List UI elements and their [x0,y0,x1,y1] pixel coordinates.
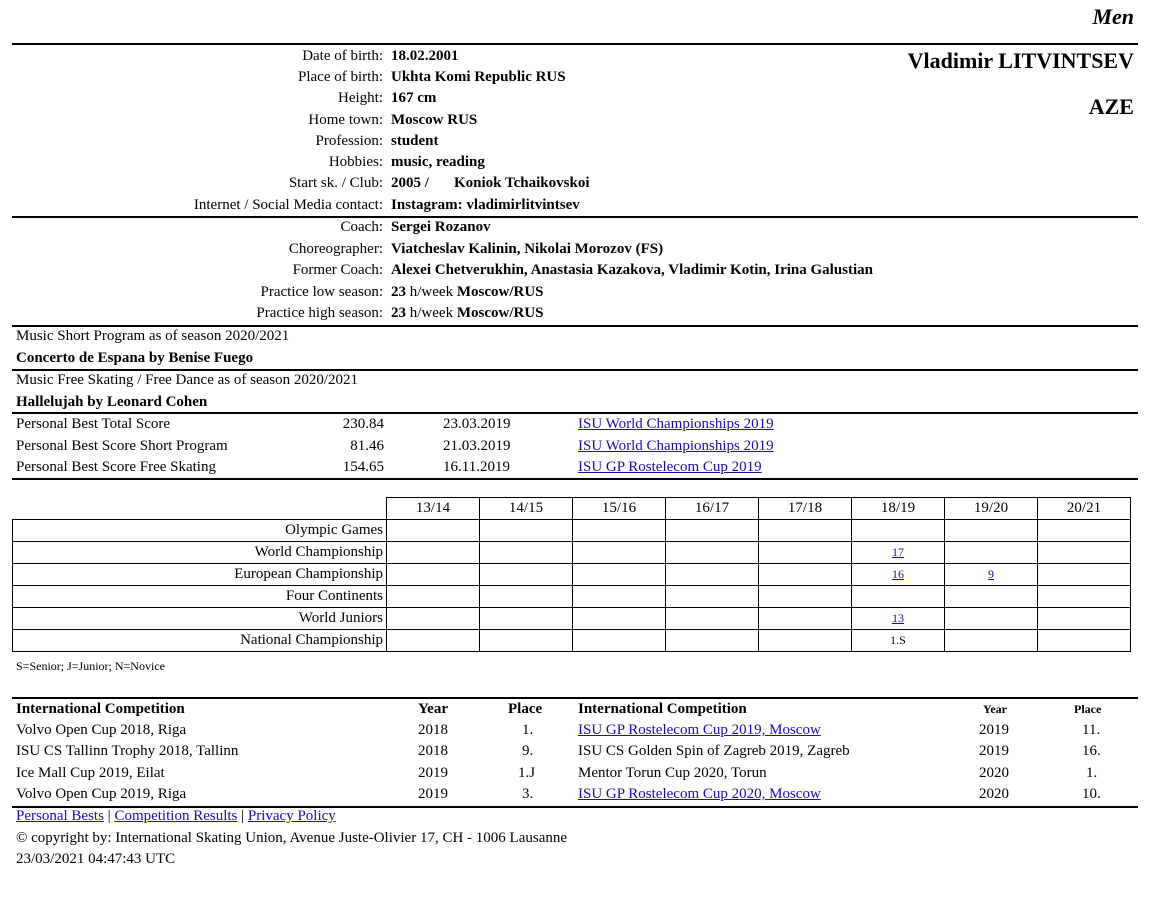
competition-name: Volvo Open Cup 2018, Riga [16,722,187,738]
divider [12,43,1138,45]
competitions-header [16,699,1136,720]
result-cell [1038,586,1131,608]
header-year: Year [983,702,1007,716]
season-header: 14/15 [480,498,573,520]
history-row-worlds [13,542,1131,564]
history-row-four-continents [13,586,1131,608]
pb-date: 21.03.2019 [443,438,511,454]
result-cell [573,542,666,564]
pb-row-sp [16,435,1136,457]
result-cell [573,520,666,542]
privacy-policy-link[interactable]: Privacy Policy [247,808,336,824]
competition-place: 16. [1082,743,1101,759]
result-cell [852,608,945,630]
competition-name: Mentor Torun Cup 2020, Torun [578,765,767,781]
timestamp: 23/03/2021 04:47:43 UTC [16,851,176,867]
event-label: Olympic Games [13,520,387,542]
bio-row-hobbies [12,152,1138,173]
result-cell [759,542,852,564]
result-cell [480,564,573,586]
bio-label: Start sk. / Club: [288,175,383,191]
header-spacer [13,498,387,520]
competition-year: 2020 [979,786,1009,802]
history-row-europeans [13,564,1131,586]
result-cell [573,586,666,608]
choreographer-value: Viatcheslav Kalinin, Nikolai Morozov (FS) [391,241,664,257]
pb-score: 81.46 [350,438,384,454]
bio-label: Place of birth: [298,69,383,85]
result-cell [666,542,759,564]
bio-value: student [391,133,439,149]
coach-label: Coach: [340,219,383,235]
result-cell [1038,564,1131,586]
skater-name: Vladimir LITVINTSEV [907,48,1134,73]
former-coach-label: Former Coach: [292,262,383,278]
season-header: 15/16 [573,498,666,520]
result-cell [1038,542,1131,564]
event-label: World Juniors [13,608,387,630]
pb-label: Personal Best Score Free Skating [16,459,216,475]
history-row-olympics [13,520,1131,542]
bio-row-profession [12,131,1138,152]
pb-label: Personal Best Total Score [16,416,171,432]
pb-score: 230.84 [342,416,384,432]
bio-row-social [12,195,1138,216]
header-place: Place [1074,702,1102,716]
former-coach-row [12,260,1138,281]
practice-high-row [12,303,1138,324]
result-cell [480,630,573,652]
bio-row-hometown [12,110,1138,131]
skater-nation: AZE [1088,94,1134,119]
header-competition: International Competition [16,701,185,717]
practice-high-label: Practice high season: [256,305,383,321]
competition-year: 2019 [418,765,448,781]
choreographer-row [12,239,1138,260]
result-cell [480,608,573,630]
result-cell [1038,608,1131,630]
result-cell [945,520,1038,542]
divider [12,478,1138,480]
result-cell [1038,630,1131,652]
result-cell [666,586,759,608]
event-label: World Championship [13,542,387,564]
bio-label: Hobbies: [328,154,383,170]
event-label: European Championship [13,564,387,586]
competition-row [16,763,1136,784]
bio-value: 2005 / [391,175,429,191]
result-cell [945,586,1038,608]
result-cell [666,520,759,542]
pb-score: 154.65 [342,459,384,475]
season-header: 16/17 [666,498,759,520]
result-link[interactable]: 17 [892,545,904,559]
result-cell [387,608,480,630]
result-cell [666,630,759,652]
competition-place: 11. [1082,722,1101,738]
result-cell [945,564,1038,586]
competition-row [16,741,1136,762]
competition-row [16,784,1136,805]
result-cell [852,520,945,542]
result-cell [852,630,945,652]
practice-low-row [12,282,1138,303]
former-coach-value: Alexei Chetverukhin, Anastasia Kazakova, Vladimir Kotin, Irina Galustian [391,262,873,278]
result-cell [759,630,852,652]
competition-year: 2020 [979,765,1009,781]
competition-link[interactable]: ISU GP Rostelecom Cup 2020, Moscow [578,786,821,802]
competition-name: ISU CS Golden Spin of Zagreb 2019, Zagreb [578,743,850,759]
bio-label: Date of birth: [302,48,383,64]
result-link[interactable]: 13 [892,611,904,625]
competition-place: 9. [522,743,534,759]
music-fs-label: Music Free Skating / Free Dance as of season 2020/2021 [16,372,359,388]
practice-low-label: Practice low season: [260,284,383,300]
bio-row-height [12,88,1138,109]
result-cell [480,586,573,608]
competition-place: 1. [522,722,534,738]
coach-row [12,217,1138,238]
competition-name: Ice Mall Cup 2019, Eilat [16,765,165,781]
competition-year: 2019 [979,743,1009,759]
season-header: 20/21 [1038,498,1131,520]
choreographer-label: Choreographer: [288,241,383,257]
competition-place: 1. [1086,765,1098,781]
result-cell [573,564,666,586]
season-header: 18/19 [852,498,945,520]
music-sp-title: Concerto de Espana by Benise Fuego [16,350,254,366]
pb-label: Personal Best Score Short Program [16,438,228,454]
result-cell [945,608,1038,630]
bio-label: Profession: [315,133,383,149]
event-label: Four Continents [13,586,387,608]
bio-value: 167 cm [391,90,437,106]
result-cell [573,608,666,630]
competition-place: 3. [522,786,534,802]
result-cell [1038,520,1131,542]
bio-value: music, reading [391,154,485,170]
copyright-text: © copyright by: International Skating Union, Avenue Juste-Olivier 17, CH - 1006 Lausanne [16,830,568,846]
bio-row-dob [12,46,1138,67]
competition-link[interactable]: ISU GP Rostelecom Cup 2019, Moscow [578,722,821,738]
pb-row-total [16,413,1136,435]
result-cell [759,520,852,542]
history-row-nationals [13,630,1131,652]
championship-history-table [12,497,1131,652]
result-cell [480,542,573,564]
practice-high-value: 23 h/week Moscow/RUS [391,305,544,321]
result-cell [852,542,945,564]
event-label: National Championship [13,630,387,652]
header-place: Place [508,701,543,717]
result-cell [573,630,666,652]
bio-value: Moscow RUS [391,112,478,128]
competition-year: 2018 [418,743,448,759]
music-fs-title: Hallelujah by Leonard Cohen [16,394,208,410]
result-cell [387,564,480,586]
footer-links [16,808,336,825]
bio-row-club [12,173,1138,194]
result-cell [480,520,573,542]
coach-value: Sergei Rozanov [391,219,491,235]
competition-place: 1.J [518,765,536,781]
pb-date: 23.03.2019 [443,416,511,432]
competition-year: 2019 [418,786,448,802]
result-cell [759,564,852,586]
result-cell [945,542,1038,564]
season-header: 13/14 [387,498,480,520]
result-cell [759,608,852,630]
music-sp-label: Music Short Program as of season 2020/2021 [16,328,290,344]
result-cell [387,542,480,564]
season-header-row [13,498,1131,520]
competition-place: 10. [1082,786,1101,802]
personal-bests-link[interactable]: Personal Bests [16,808,104,824]
practice-low-value: 23 h/week Moscow/RUS [391,284,544,300]
bio-label: Height: [338,90,383,106]
club-name: Koniok Tchaikovskoi [454,175,590,191]
season-header: 19/20 [945,498,1038,520]
header-year: Year [418,701,448,717]
header-competition: International Competition [578,701,747,717]
competition-name: ISU CS Tallinn Trophy 2018, Tallinn [16,743,239,759]
competition-name: Volvo Open Cup 2019, Riga [16,786,187,802]
bio-row-birthplace [12,67,1138,88]
result-cell [387,520,480,542]
result-cell [945,630,1038,652]
pb-event-link[interactable]: ISU World Championships 2019 [578,416,774,432]
result-value: 1.S [890,633,906,647]
season-header: 17/18 [759,498,852,520]
result-link[interactable]: 9 [988,567,994,581]
history-row-world-juniors [13,608,1131,630]
competition-year: 2019 [979,722,1009,738]
bio-value: 18.02.2001 [391,48,459,64]
link-separator: | [241,808,245,824]
pb-event-link[interactable]: ISU World Championships 2019 [578,438,774,454]
result-cell [852,586,945,608]
level-legend: S=Senior; J=Junior; N=Novice [16,659,165,673]
category-label: Men [1092,4,1134,29]
bio-value: Ukhta Komi Republic RUS [391,69,566,85]
result-cell [387,586,480,608]
pb-date: 16.11.2019 [443,459,510,475]
bio-label: Internet / Social Media contact: [193,197,383,213]
pb-event-link[interactable]: ISU GP Rostelecom Cup 2019 [578,459,762,475]
result-cell [852,564,945,586]
competition-row [16,720,1136,741]
bio-value: Instagram: vladimirlitvintsev [391,197,580,213]
result-cell [666,564,759,586]
pb-row-fs [16,456,1136,478]
result-cell [666,608,759,630]
competition-year: 2018 [418,722,448,738]
link-separator: | [107,808,111,824]
result-link[interactable]: 16 [892,567,904,581]
result-cell [387,630,480,652]
bio-label: Home town: [308,112,383,128]
competition-results-link[interactable]: Competition Results [114,808,238,824]
result-cell [759,586,852,608]
